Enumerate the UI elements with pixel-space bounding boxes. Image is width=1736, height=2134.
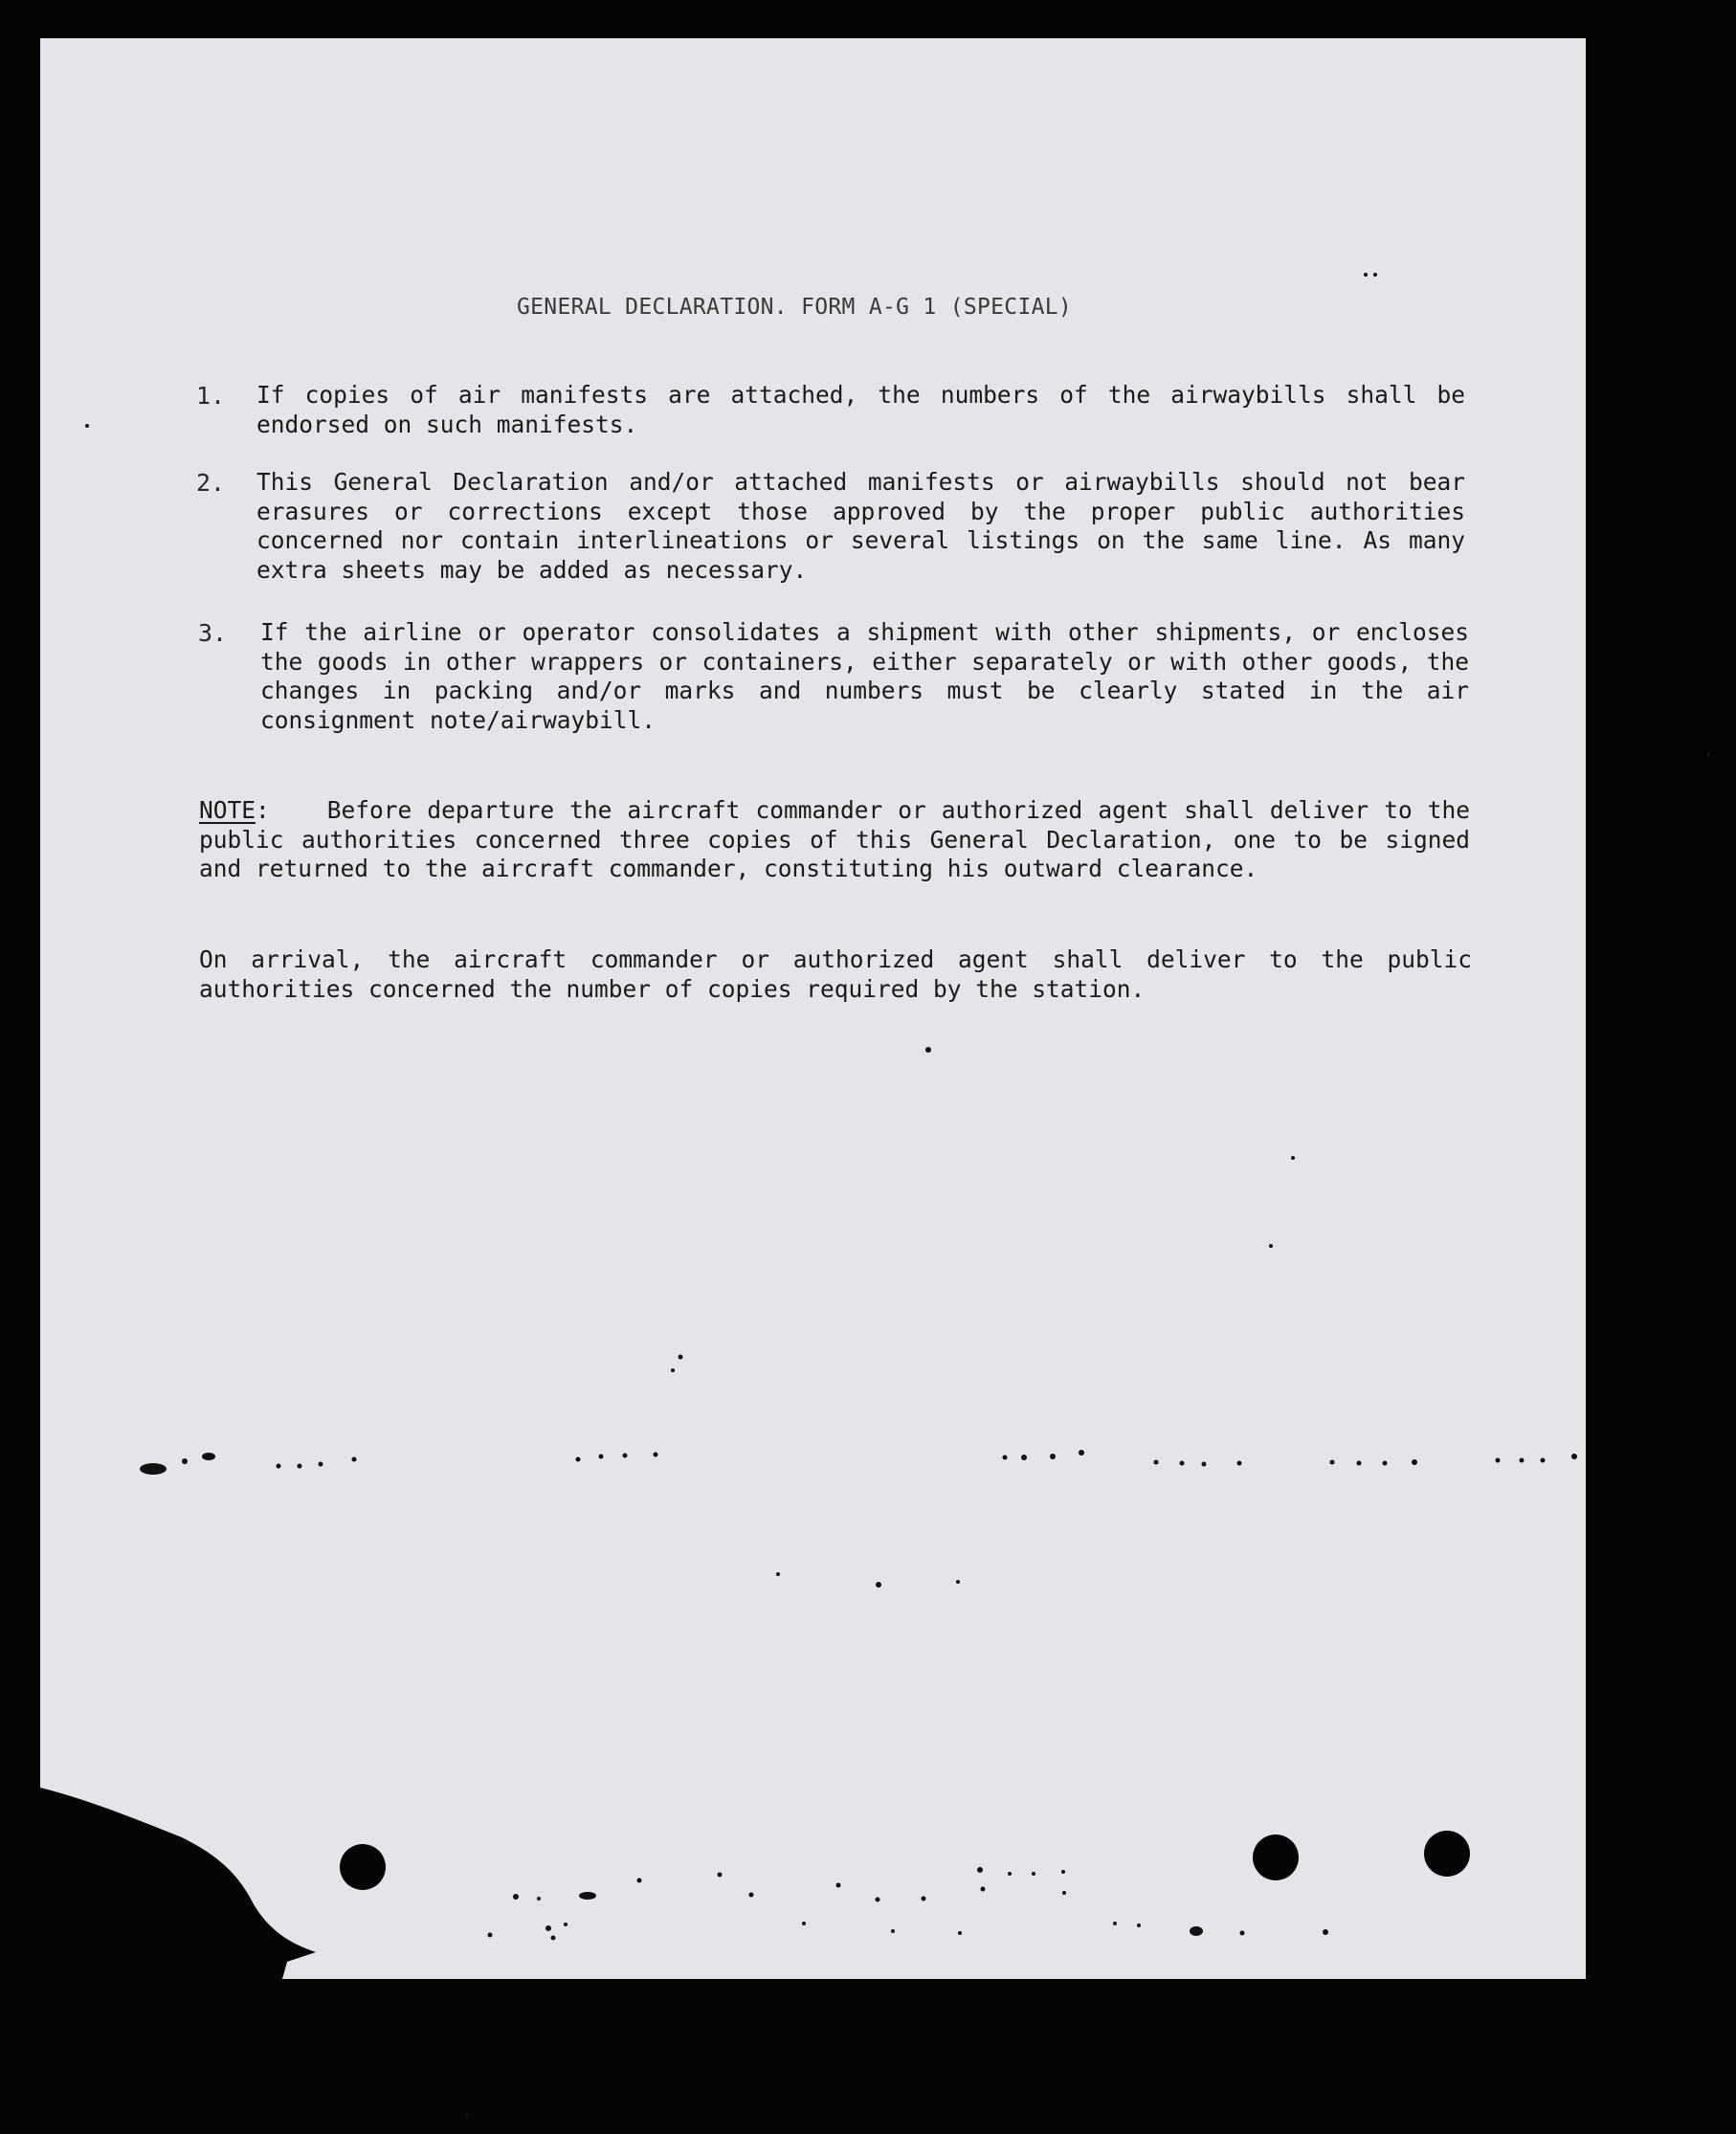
paper-sheet (40, 38, 1586, 1979)
item-text: This General Declaration and/or attached manifests or airwaybills should not bear erasures or corrections except those approved by the proper public authorities concerned nor contain interlineations or several listings on the same line. As many extra sheets may be added as necessary. (256, 468, 1465, 584)
item-number: 3. (198, 619, 228, 647)
note-text: Before departure the aircraft commander or authorized agent shall deliver to the public authorities concerned three copies of this General Declaration, one to be signed and returned to the aircraft commander, constituting his outward clearance. (199, 796, 1470, 882)
arrival-paragraph: On arrival, the aircraft commander or authorized agent shall deliver to the public authorities concerned the number of copies required by the station. (199, 945, 1472, 1003)
item-number: 1. (196, 382, 226, 410)
note-colon: : (256, 796, 270, 824)
note-label: NOTE (199, 796, 256, 824)
item-text: If the airline or operator consolidates a shipment with other shipments, or encloses the goods in other wrappers or containers, either separately or with other goods, the changes in packing and/or marks and numbers must be clearly stated in the air consignment note/airwaybill. (260, 618, 1469, 734)
note-paragraph (199, 796, 1470, 884)
item-number: 2. (196, 469, 226, 497)
item-text: If copies of air manifests are attached, the numbers of the airwaybills shall be endorsed on such manifests. (256, 381, 1465, 438)
document-title: GENERAL DECLARATION. FORM A-G 1 (SPECIAL) (517, 295, 1073, 320)
